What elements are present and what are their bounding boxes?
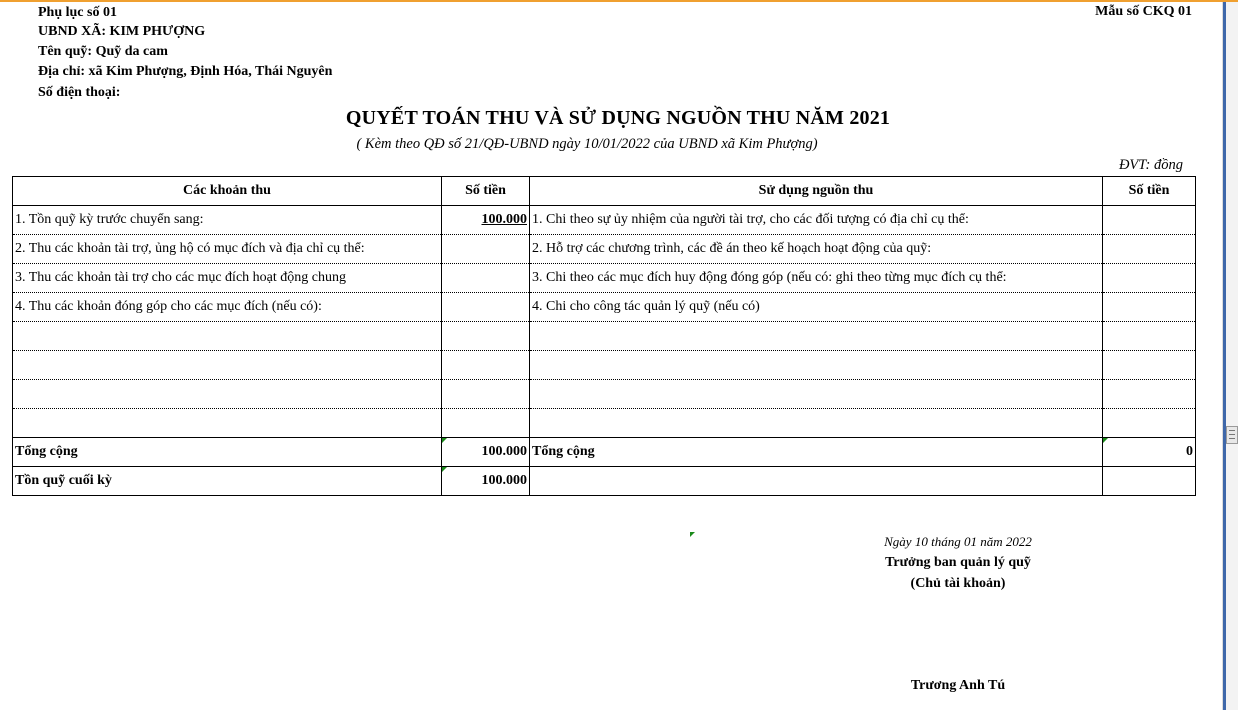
closing-balance-row (13, 467, 1196, 496)
usage-total-amount[interactable]: 0 (1103, 438, 1196, 467)
signatory-name: Trương Anh Tú (910, 678, 1006, 693)
table-header-row (13, 177, 1196, 206)
appendix-label: Phụ lục số 01 (38, 5, 117, 20)
income-total-label[interactable]: Tổng cộng (13, 438, 442, 467)
usage-total-label[interactable]: Tổng cộng (530, 438, 1103, 467)
usage-cell[interactable]: 4. Chi cho công tác quản lý quỹ (nếu có) (530, 293, 1103, 322)
usage-amount-cell[interactable] (1103, 235, 1196, 264)
empty-row (13, 380, 1196, 409)
fund-name-label: Tên quỹ: Quỹ da cam (38, 44, 168, 59)
income-amount-cell[interactable] (442, 235, 530, 264)
currency-unit: ĐVT: đồng (1118, 157, 1183, 173)
empty-cell[interactable] (13, 380, 442, 409)
usage-cell[interactable]: 1. Chi theo sự ủy nhiệm của người tài trợ, cho các đối tượng có địa chỉ cụ thể: (530, 206, 1103, 235)
report-title: QUYẾT TOÁN THU VÀ SỬ DỤNG NGUỒN THU NĂM 2021 (345, 107, 891, 129)
empty-cell[interactable] (442, 351, 530, 380)
income-amount-cell[interactable] (442, 293, 530, 322)
total-row (13, 438, 1196, 467)
empty-cell[interactable] (442, 409, 530, 438)
committee-label: UBND XÃ: KIM PHƯỢNG (38, 24, 206, 39)
col-header-income-amount[interactable]: Số tiền (442, 177, 530, 206)
table-row (13, 293, 1196, 322)
empty-cell[interactable] (1103, 380, 1196, 409)
phone-label: Số điện thoại: (38, 85, 121, 100)
empty-cell[interactable] (442, 380, 530, 409)
income-total-amount[interactable]: 100.000 (442, 438, 530, 467)
usage-amount-cell[interactable] (1103, 206, 1196, 235)
window-top-accent (0, 0, 1238, 2)
report-subtitle: ( Kèm theo QĐ số 21/QĐ-UBND ngày 10/01/2022 của UBND xã Kim Phượng) (356, 136, 818, 152)
empty-row (13, 322, 1196, 351)
empty-cell[interactable] (1103, 351, 1196, 380)
table-row (13, 206, 1196, 235)
signatory-role-note: (Chủ tài khoản) (910, 576, 1006, 591)
usage-cell[interactable]: 3. Chi theo các mục đích huy động đóng góp (nếu có: ghi theo từng mục đích cụ thể: (530, 264, 1103, 293)
income-amount-cell[interactable]: 100.000 (481, 212, 527, 227)
col-header-income[interactable]: Các khoản thu (13, 177, 442, 206)
empty-cell[interactable] (1103, 409, 1196, 438)
empty-cell[interactable] (1103, 467, 1196, 496)
empty-cell[interactable] (13, 322, 442, 351)
income-cell[interactable]: 2. Thu các khoản tài trợ, ủng hộ có mục đích và địa chỉ cụ thể: (13, 235, 442, 264)
empty-row (13, 409, 1196, 438)
address-label: Địa chỉ: xã Kim Phượng, Định Hóa, Thái Nguyên (38, 64, 333, 79)
vertical-scrollbar[interactable] (1222, 2, 1238, 710)
col-header-usage[interactable]: Sử dụng nguồn thu (530, 177, 1103, 206)
table-row (13, 235, 1196, 264)
empty-cell[interactable] (530, 351, 1103, 380)
signatory-role: Trưởng ban quản lý quỹ (885, 555, 1031, 570)
scrollbar-thumb[interactable] (1226, 426, 1238, 444)
empty-cell[interactable] (13, 351, 442, 380)
scrollbar-edge (1223, 2, 1226, 710)
col-header-usage-amount[interactable]: Số tiền (1103, 177, 1196, 206)
form-number: Mẫu số CKQ 01 (1095, 4, 1192, 19)
income-amount-cell[interactable] (442, 264, 530, 293)
income-cell[interactable]: 3. Thu các khoản tài trợ cho các mục đích hoạt động chung (13, 264, 442, 293)
empty-cell[interactable] (530, 380, 1103, 409)
empty-cell[interactable] (13, 409, 442, 438)
empty-cell[interactable] (530, 322, 1103, 351)
closing-balance-label[interactable]: Tồn quỹ cuối kỳ (13, 467, 442, 496)
income-cell[interactable]: 1. Tồn quỹ kỳ trước chuyển sang: (13, 206, 442, 235)
empty-cell[interactable] (1103, 322, 1196, 351)
empty-row (13, 351, 1196, 380)
table-row (13, 264, 1196, 293)
usage-cell[interactable]: 2. Hỗ trợ các chương trình, các đề án theo kế hoạch hoạt động của quỹ: (530, 235, 1103, 264)
income-cell[interactable]: 4. Thu các khoản đóng góp cho các mục đích (nếu có): (13, 293, 442, 322)
closing-balance-amount[interactable]: 100.000 (442, 467, 530, 496)
usage-amount-cell[interactable] (1103, 293, 1196, 322)
empty-cell[interactable] (442, 322, 530, 351)
empty-cell[interactable] (530, 409, 1103, 438)
signature-date: Ngày 10 tháng 01 năm 2022 (884, 534, 1032, 549)
cell-comment-marker (690, 532, 695, 537)
empty-cell[interactable] (530, 467, 1103, 496)
settlement-table (12, 176, 1196, 496)
usage-amount-cell[interactable] (1103, 264, 1196, 293)
